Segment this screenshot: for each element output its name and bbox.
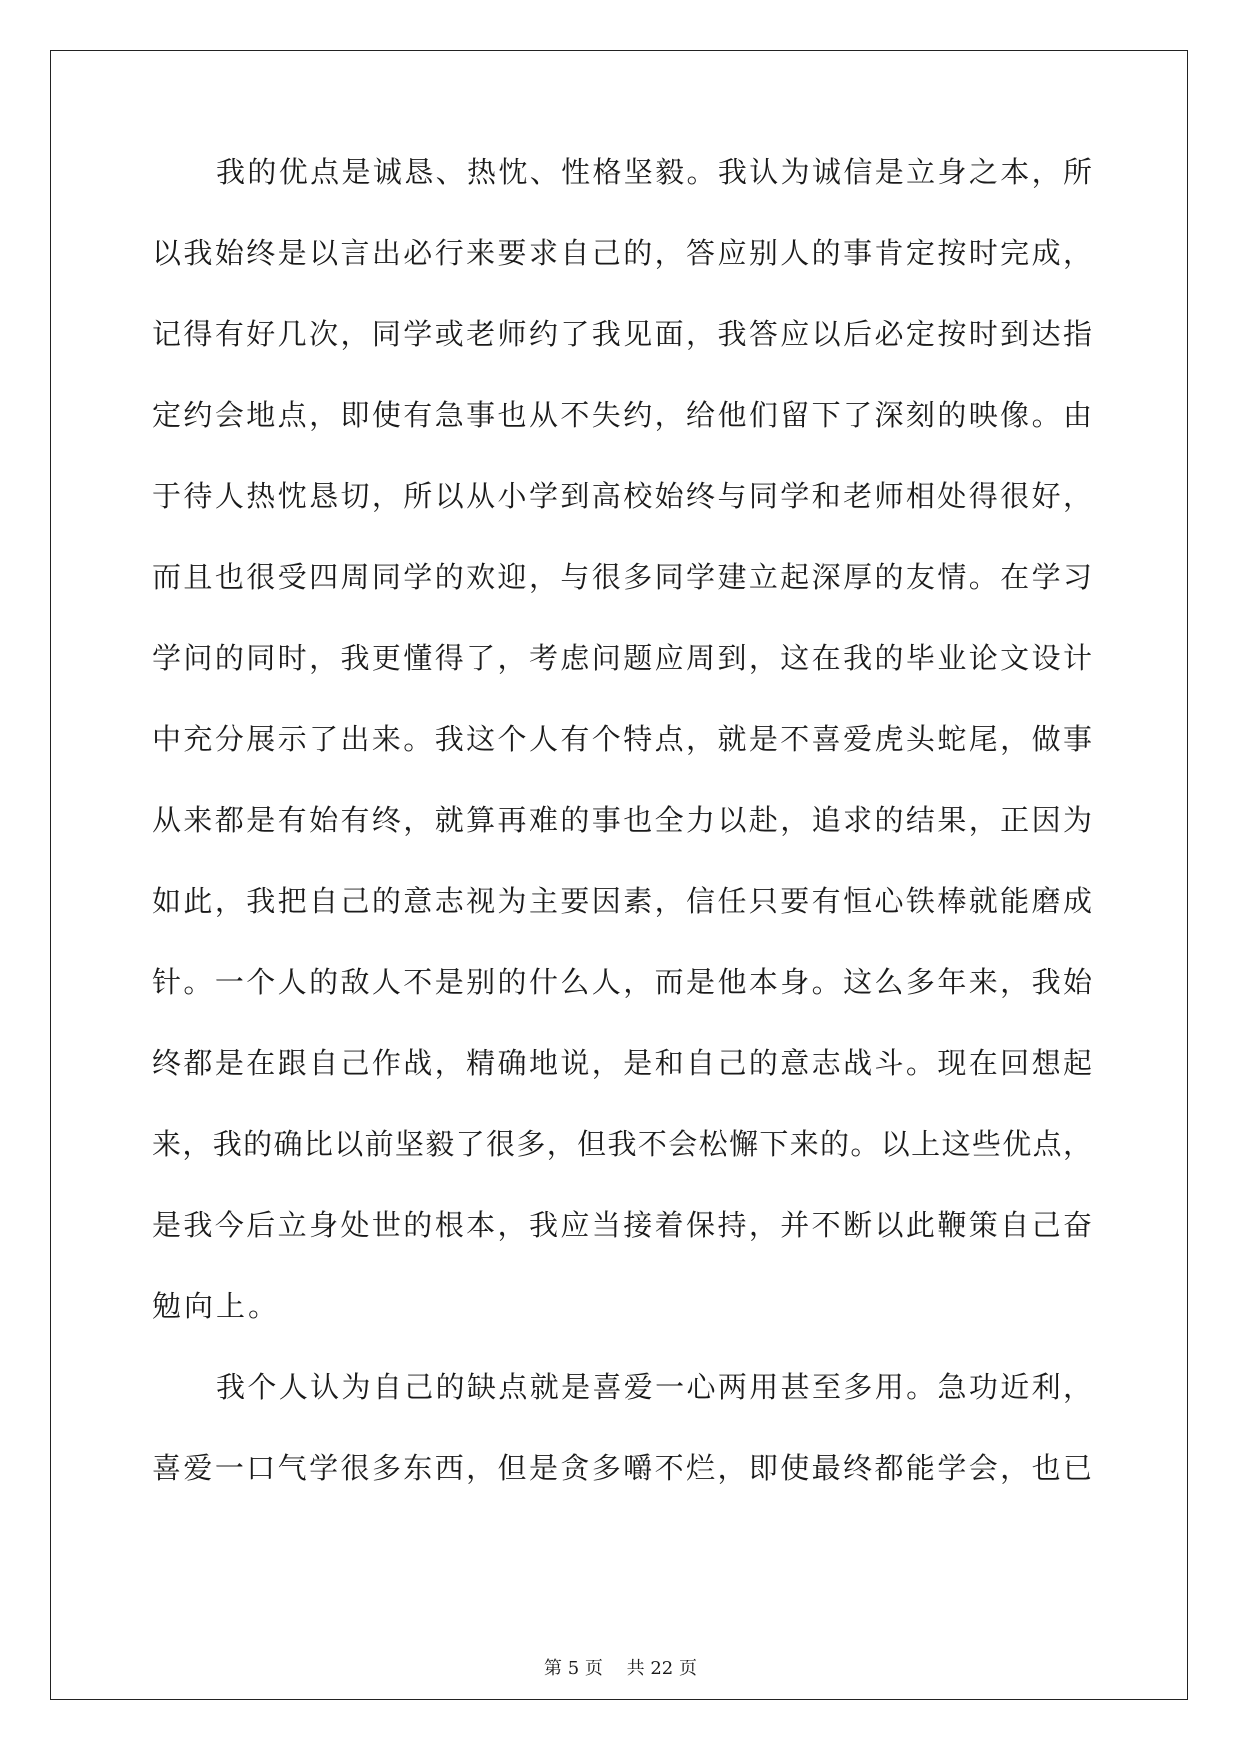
paragraph-line: 来，我的确比以前坚毅了很多，但我不会松懈下来的。以上这些优点， [152,1127,1092,1161]
paragraph-line: 终都是在跟自己作战，精确地说，是和自己的意志战斗。现在回想起 [152,1046,1092,1080]
paragraph-line: 而且也很受四周同学的欢迎，与很多同学建立起深厚的友情。在学习 [152,560,1092,594]
paragraph-line: 我个人认为自己的缺点就是喜爱一心两用甚至多用。急功近利， [216,1370,1092,1404]
paragraph-line: 定约会地点，即使有急事也从不失约，给他们留下了深刻的映像。由 [152,398,1092,432]
paragraph-line: 喜爱一口气学很多东西，但是贪多嚼不烂，即使最终都能学会，也已 [152,1451,1092,1485]
page-number-footer: 第 5 页 共 22 页 [544,1658,697,1679]
paragraph-line: 针。一个人的敌人不是别的什么人，而是他本身。这么多年来，我始 [152,965,1092,999]
paragraph-line: 从来都是有始有终，就算再难的事也全力以赴，追求的结果，正因为 [152,803,1092,837]
paragraph-line: 学问的同时，我更懂得了，考虑问题应周到，这在我的毕业论文设计 [152,641,1092,675]
paragraph-line: 于待人热忱恳切，所以从小学到高校始终与同学和老师相处得很好， [152,479,1092,513]
paragraph-line: 如此，我把自己的意志视为主要因素，信任只要有恒心铁棒就能磨成 [152,884,1092,918]
paragraph-line: 中充分展示了出来。我这个人有个特点，就是不喜爱虎头蛇尾，做事 [152,722,1092,756]
paragraph-line: 是我今后立身处世的根本，我应当接着保持，并不断以此鞭策自己奋 [152,1208,1092,1242]
body-text [152,157,1092,1534]
paragraph-line: 以我始终是以言出必行来要求自己的，答应别人的事肯定按时完成， [152,236,1092,270]
paragraph-line: 我的优点是诚恳、热忱、性格坚毅。我认为诚信是立身之本，所 [216,155,1092,189]
paragraph-line: 勉向上。 [152,1289,281,1323]
paragraph-line: 记得有好几次，同学或老师约了我见面，我答应以后必定按时到达指 [152,317,1092,351]
